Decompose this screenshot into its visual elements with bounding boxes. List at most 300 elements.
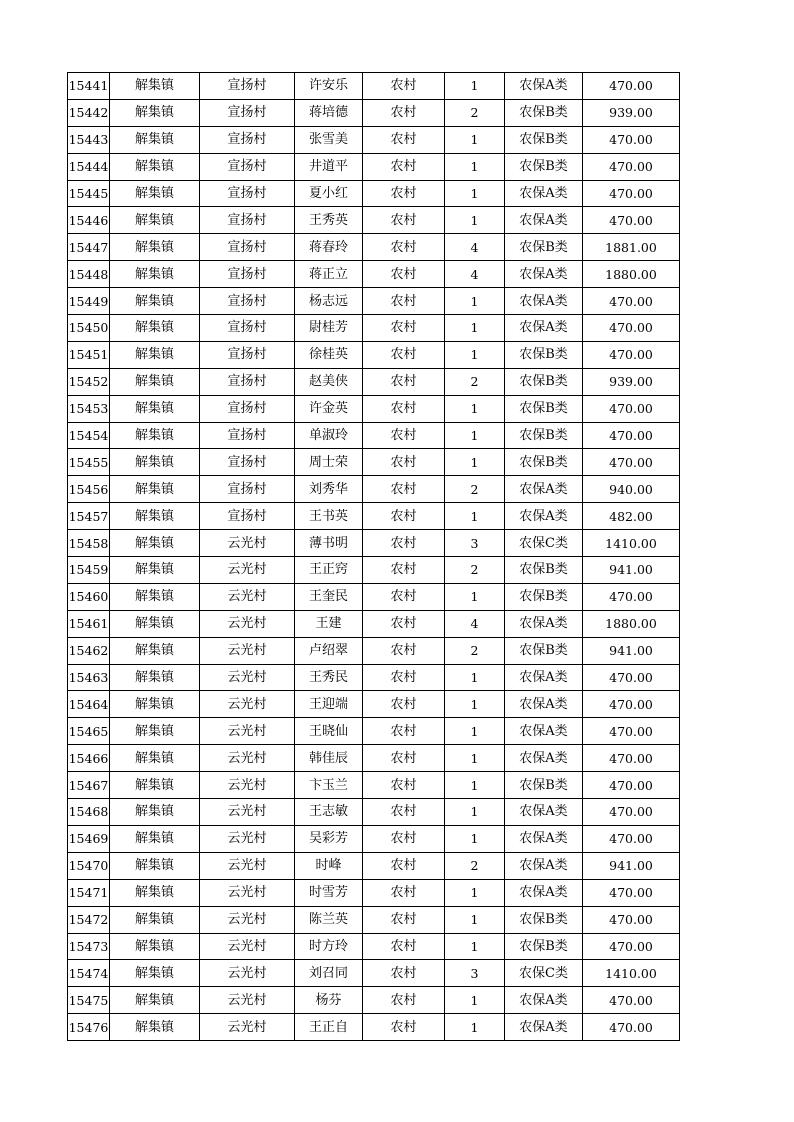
cell-count: 1 [445,664,505,691]
cell-area: 农村 [363,503,445,530]
cell-area: 农村 [363,180,445,207]
cell-area: 农村 [363,449,445,476]
cell-id: 15442 [68,99,110,126]
cell-amount: 470.00 [583,73,680,100]
table-row [68,207,680,234]
table-row [68,1014,680,1041]
cell-town: 解集镇 [110,664,200,691]
table-row [68,395,680,422]
cell-category: 农保B类 [505,368,583,395]
cell-village: 宣扬村 [200,99,295,126]
cell-count: 1 [445,718,505,745]
cell-town: 解集镇 [110,960,200,987]
cell-name: 蒋正立 [295,261,363,288]
cell-category: 农保B类 [505,153,583,180]
table-row [68,664,680,691]
cell-count: 1 [445,691,505,718]
cell-village: 云光村 [200,799,295,826]
cell-village: 宣扬村 [200,288,295,315]
cell-village: 宣扬村 [200,180,295,207]
table-row [68,691,680,718]
cell-name: 夏小红 [295,180,363,207]
table-row [68,341,680,368]
cell-amount: 470.00 [583,906,680,933]
cell-count: 2 [445,368,505,395]
cell-amount: 1880.00 [583,261,680,288]
cell-village: 云光村 [200,583,295,610]
cell-name: 尉桂芳 [295,315,363,342]
cell-village: 宣扬村 [200,341,295,368]
cell-town: 解集镇 [110,449,200,476]
cell-category: 农保A类 [505,73,583,100]
cell-village: 宣扬村 [200,503,295,530]
cell-area: 农村 [363,153,445,180]
table-row [68,530,680,557]
cell-category: 农保A类 [505,315,583,342]
cell-count: 3 [445,530,505,557]
cell-village: 云光村 [200,637,295,664]
cell-town: 解集镇 [110,772,200,799]
cell-count: 1 [445,879,505,906]
cell-village: 宣扬村 [200,126,295,153]
cell-name: 时方玲 [295,933,363,960]
cell-category: 农保B类 [505,637,583,664]
cell-category: 农保A类 [505,799,583,826]
cell-name: 蒋培德 [295,99,363,126]
cell-id: 15462 [68,637,110,664]
cell-category: 农保A类 [505,718,583,745]
cell-amount: 470.00 [583,207,680,234]
cell-area: 农村 [363,288,445,315]
cell-town: 解集镇 [110,610,200,637]
cell-category: 农保A类 [505,664,583,691]
cell-id: 15466 [68,745,110,772]
cell-amount: 470.00 [583,933,680,960]
cell-name: 赵美侠 [295,368,363,395]
cell-name: 王书英 [295,503,363,530]
cell-name: 王晓仙 [295,718,363,745]
cell-id: 15460 [68,583,110,610]
cell-town: 解集镇 [110,126,200,153]
cell-count: 1 [445,153,505,180]
cell-town: 解集镇 [110,583,200,610]
cell-village: 宣扬村 [200,315,295,342]
cell-amount: 470.00 [583,718,680,745]
cell-name: 井道平 [295,153,363,180]
cell-id: 15454 [68,422,110,449]
cell-category: 农保A类 [505,180,583,207]
cell-name: 吴彩芳 [295,825,363,852]
cell-count: 1 [445,987,505,1014]
cell-category: 农保B类 [505,772,583,799]
cell-village: 宣扬村 [200,153,295,180]
table-row [68,126,680,153]
cell-category: 农保B类 [505,906,583,933]
cell-area: 农村 [363,395,445,422]
cell-name: 卞玉兰 [295,772,363,799]
cell-area: 农村 [363,234,445,261]
cell-category: 农保B类 [505,422,583,449]
cell-count: 1 [445,73,505,100]
cell-count: 2 [445,557,505,584]
cell-amount: 941.00 [583,637,680,664]
cell-amount: 470.00 [583,422,680,449]
cell-count: 1 [445,126,505,153]
cell-town: 解集镇 [110,691,200,718]
cell-area: 农村 [363,852,445,879]
cell-name: 许金英 [295,395,363,422]
cell-town: 解集镇 [110,825,200,852]
cell-area: 农村 [363,315,445,342]
cell-village: 云光村 [200,987,295,1014]
cell-name: 王建 [295,610,363,637]
cell-name: 卢绍翠 [295,637,363,664]
beneficiary-table [67,72,680,1041]
table-row [68,583,680,610]
cell-count: 2 [445,637,505,664]
cell-id: 15445 [68,180,110,207]
cell-area: 农村 [363,557,445,584]
cell-name: 王正窍 [295,557,363,584]
cell-village: 宣扬村 [200,449,295,476]
cell-town: 解集镇 [110,99,200,126]
cell-category: 农保A类 [505,288,583,315]
cell-town: 解集镇 [110,395,200,422]
cell-category: 农保C类 [505,960,583,987]
table-row [68,557,680,584]
cell-amount: 470.00 [583,449,680,476]
cell-id: 15441 [68,73,110,100]
cell-amount: 1410.00 [583,530,680,557]
cell-amount: 939.00 [583,99,680,126]
cell-count: 3 [445,960,505,987]
cell-count: 1 [445,583,505,610]
cell-amount: 940.00 [583,476,680,503]
cell-village: 云光村 [200,772,295,799]
cell-id: 15470 [68,852,110,879]
cell-village: 宣扬村 [200,476,295,503]
cell-category: 农保A类 [505,852,583,879]
cell-category: 农保A类 [505,610,583,637]
cell-amount: 470.00 [583,825,680,852]
cell-id: 15448 [68,261,110,288]
cell-area: 农村 [363,422,445,449]
table-row [68,234,680,261]
cell-id: 15453 [68,395,110,422]
cell-id: 15450 [68,315,110,342]
cell-category: 农保A类 [505,476,583,503]
cell-count: 4 [445,234,505,261]
table-row [68,933,680,960]
table-row [68,180,680,207]
cell-name: 王迎端 [295,691,363,718]
cell-amount: 470.00 [583,664,680,691]
cell-village: 宣扬村 [200,73,295,100]
cell-name: 王秀英 [295,207,363,234]
cell-town: 解集镇 [110,234,200,261]
table-row [68,153,680,180]
cell-area: 农村 [363,879,445,906]
cell-category: 农保B类 [505,395,583,422]
cell-category: 农保A类 [505,503,583,530]
cell-town: 解集镇 [110,933,200,960]
cell-village: 云光村 [200,718,295,745]
cell-amount: 941.00 [583,852,680,879]
cell-category: 农保A类 [505,691,583,718]
cell-area: 农村 [363,718,445,745]
cell-name: 陈兰英 [295,906,363,933]
cell-count: 1 [445,395,505,422]
cell-id: 15472 [68,906,110,933]
cell-category: 农保B类 [505,583,583,610]
cell-name: 杨芬 [295,987,363,1014]
cell-id: 15464 [68,691,110,718]
cell-village: 云光村 [200,879,295,906]
table-row [68,745,680,772]
cell-area: 农村 [363,476,445,503]
cell-town: 解集镇 [110,745,200,772]
cell-count: 1 [445,207,505,234]
cell-category: 农保B类 [505,933,583,960]
cell-town: 解集镇 [110,503,200,530]
cell-area: 农村 [363,825,445,852]
cell-area: 农村 [363,960,445,987]
cell-area: 农村 [363,261,445,288]
cell-name: 周士荣 [295,449,363,476]
table-row [68,960,680,987]
cell-id: 15455 [68,449,110,476]
cell-village: 宣扬村 [200,368,295,395]
cell-area: 农村 [363,637,445,664]
cell-id: 15452 [68,368,110,395]
cell-area: 农村 [363,99,445,126]
cell-category: 农保A类 [505,879,583,906]
table-row [68,99,680,126]
cell-village: 云光村 [200,557,295,584]
cell-town: 解集镇 [110,1014,200,1041]
cell-count: 1 [445,825,505,852]
cell-village: 云光村 [200,933,295,960]
cell-id: 15471 [68,879,110,906]
cell-count: 2 [445,852,505,879]
cell-count: 2 [445,99,505,126]
cell-village: 云光村 [200,691,295,718]
cell-count: 1 [445,449,505,476]
cell-count: 1 [445,933,505,960]
cell-town: 解集镇 [110,906,200,933]
cell-name: 王奎民 [295,583,363,610]
cell-name: 王正自 [295,1014,363,1041]
cell-amount: 482.00 [583,503,680,530]
table-row [68,799,680,826]
cell-id: 15451 [68,341,110,368]
cell-town: 解集镇 [110,73,200,100]
cell-village: 云光村 [200,530,295,557]
table-row [68,637,680,664]
cell-area: 农村 [363,906,445,933]
cell-count: 1 [445,341,505,368]
cell-village: 云光村 [200,610,295,637]
cell-count: 4 [445,610,505,637]
cell-id: 15459 [68,557,110,584]
cell-area: 农村 [363,530,445,557]
cell-area: 农村 [363,987,445,1014]
cell-category: 农保B类 [505,126,583,153]
cell-amount: 470.00 [583,745,680,772]
cell-name: 蒋春玲 [295,234,363,261]
cell-name: 时雪芳 [295,879,363,906]
cell-amount: 470.00 [583,879,680,906]
cell-town: 解集镇 [110,852,200,879]
cell-amount: 470.00 [583,987,680,1014]
table-row [68,879,680,906]
cell-town: 解集镇 [110,153,200,180]
cell-town: 解集镇 [110,530,200,557]
cell-amount: 470.00 [583,772,680,799]
table-row [68,261,680,288]
cell-town: 解集镇 [110,315,200,342]
cell-area: 农村 [363,772,445,799]
cell-count: 1 [445,288,505,315]
cell-amount: 1881.00 [583,234,680,261]
cell-category: 农保A类 [505,825,583,852]
cell-town: 解集镇 [110,637,200,664]
cell-town: 解集镇 [110,288,200,315]
table-body [68,73,680,1041]
table-row [68,288,680,315]
table-row [68,610,680,637]
cell-name: 薄书明 [295,530,363,557]
cell-count: 1 [445,503,505,530]
cell-amount: 470.00 [583,691,680,718]
cell-id: 15474 [68,960,110,987]
cell-amount: 470.00 [583,288,680,315]
cell-area: 农村 [363,691,445,718]
cell-id: 15447 [68,234,110,261]
table-row [68,718,680,745]
cell-category: 农保B类 [505,557,583,584]
cell-town: 解集镇 [110,341,200,368]
cell-id: 15449 [68,288,110,315]
cell-town: 解集镇 [110,422,200,449]
cell-town: 解集镇 [110,879,200,906]
cell-area: 农村 [363,664,445,691]
cell-amount: 939.00 [583,368,680,395]
table-row [68,368,680,395]
table-row [68,476,680,503]
cell-amount: 470.00 [583,315,680,342]
cell-count: 1 [445,745,505,772]
table-row [68,422,680,449]
cell-village: 云光村 [200,906,295,933]
cell-id: 15465 [68,718,110,745]
table-row [68,315,680,342]
cell-name: 韩佳辰 [295,745,363,772]
table-row [68,73,680,100]
cell-category: 农保C类 [505,530,583,557]
cell-count: 1 [445,422,505,449]
cell-area: 农村 [363,583,445,610]
cell-amount: 1410.00 [583,960,680,987]
cell-village: 宣扬村 [200,395,295,422]
table-row [68,906,680,933]
cell-village: 云光村 [200,960,295,987]
cell-id: 15461 [68,610,110,637]
cell-village: 宣扬村 [200,234,295,261]
cell-count: 1 [445,1014,505,1041]
cell-name: 张雪美 [295,126,363,153]
cell-id: 15476 [68,1014,110,1041]
cell-amount: 470.00 [583,153,680,180]
cell-amount: 470.00 [583,1014,680,1041]
cell-id: 15463 [68,664,110,691]
cell-town: 解集镇 [110,207,200,234]
cell-town: 解集镇 [110,261,200,288]
cell-count: 2 [445,476,505,503]
cell-name: 许安乐 [295,73,363,100]
document-page [67,72,679,1041]
cell-id: 15458 [68,530,110,557]
cell-amount: 470.00 [583,126,680,153]
cell-category: 农保A类 [505,1014,583,1041]
table-row [68,772,680,799]
cell-village: 云光村 [200,1014,295,1041]
cell-category: 农保B类 [505,234,583,261]
cell-name: 徐桂英 [295,341,363,368]
cell-id: 15473 [68,933,110,960]
cell-name: 王秀民 [295,664,363,691]
cell-name: 时峰 [295,852,363,879]
cell-name: 单淑玲 [295,422,363,449]
cell-area: 农村 [363,610,445,637]
cell-category: 农保A类 [505,207,583,234]
cell-town: 解集镇 [110,987,200,1014]
cell-town: 解集镇 [110,368,200,395]
cell-count: 4 [445,261,505,288]
cell-id: 15468 [68,799,110,826]
cell-id: 15469 [68,825,110,852]
cell-id: 15456 [68,476,110,503]
cell-amount: 470.00 [583,395,680,422]
cell-town: 解集镇 [110,557,200,584]
cell-town: 解集镇 [110,718,200,745]
table-row [68,852,680,879]
cell-name: 杨志远 [295,288,363,315]
cell-count: 1 [445,772,505,799]
cell-village: 云光村 [200,664,295,691]
cell-area: 农村 [363,73,445,100]
cell-category: 农保B类 [505,341,583,368]
cell-category: 农保A类 [505,987,583,1014]
cell-village: 宣扬村 [200,422,295,449]
cell-village: 云光村 [200,852,295,879]
cell-count: 1 [445,906,505,933]
cell-village: 云光村 [200,745,295,772]
cell-area: 农村 [363,745,445,772]
cell-area: 农村 [363,368,445,395]
cell-village: 宣扬村 [200,261,295,288]
cell-name: 王志敏 [295,799,363,826]
cell-amount: 1880.00 [583,610,680,637]
cell-amount: 470.00 [583,180,680,207]
cell-count: 1 [445,315,505,342]
cell-name: 刘秀华 [295,476,363,503]
cell-amount: 470.00 [583,583,680,610]
cell-town: 解集镇 [110,476,200,503]
table-row [68,987,680,1014]
cell-area: 农村 [363,933,445,960]
cell-count: 1 [445,180,505,207]
